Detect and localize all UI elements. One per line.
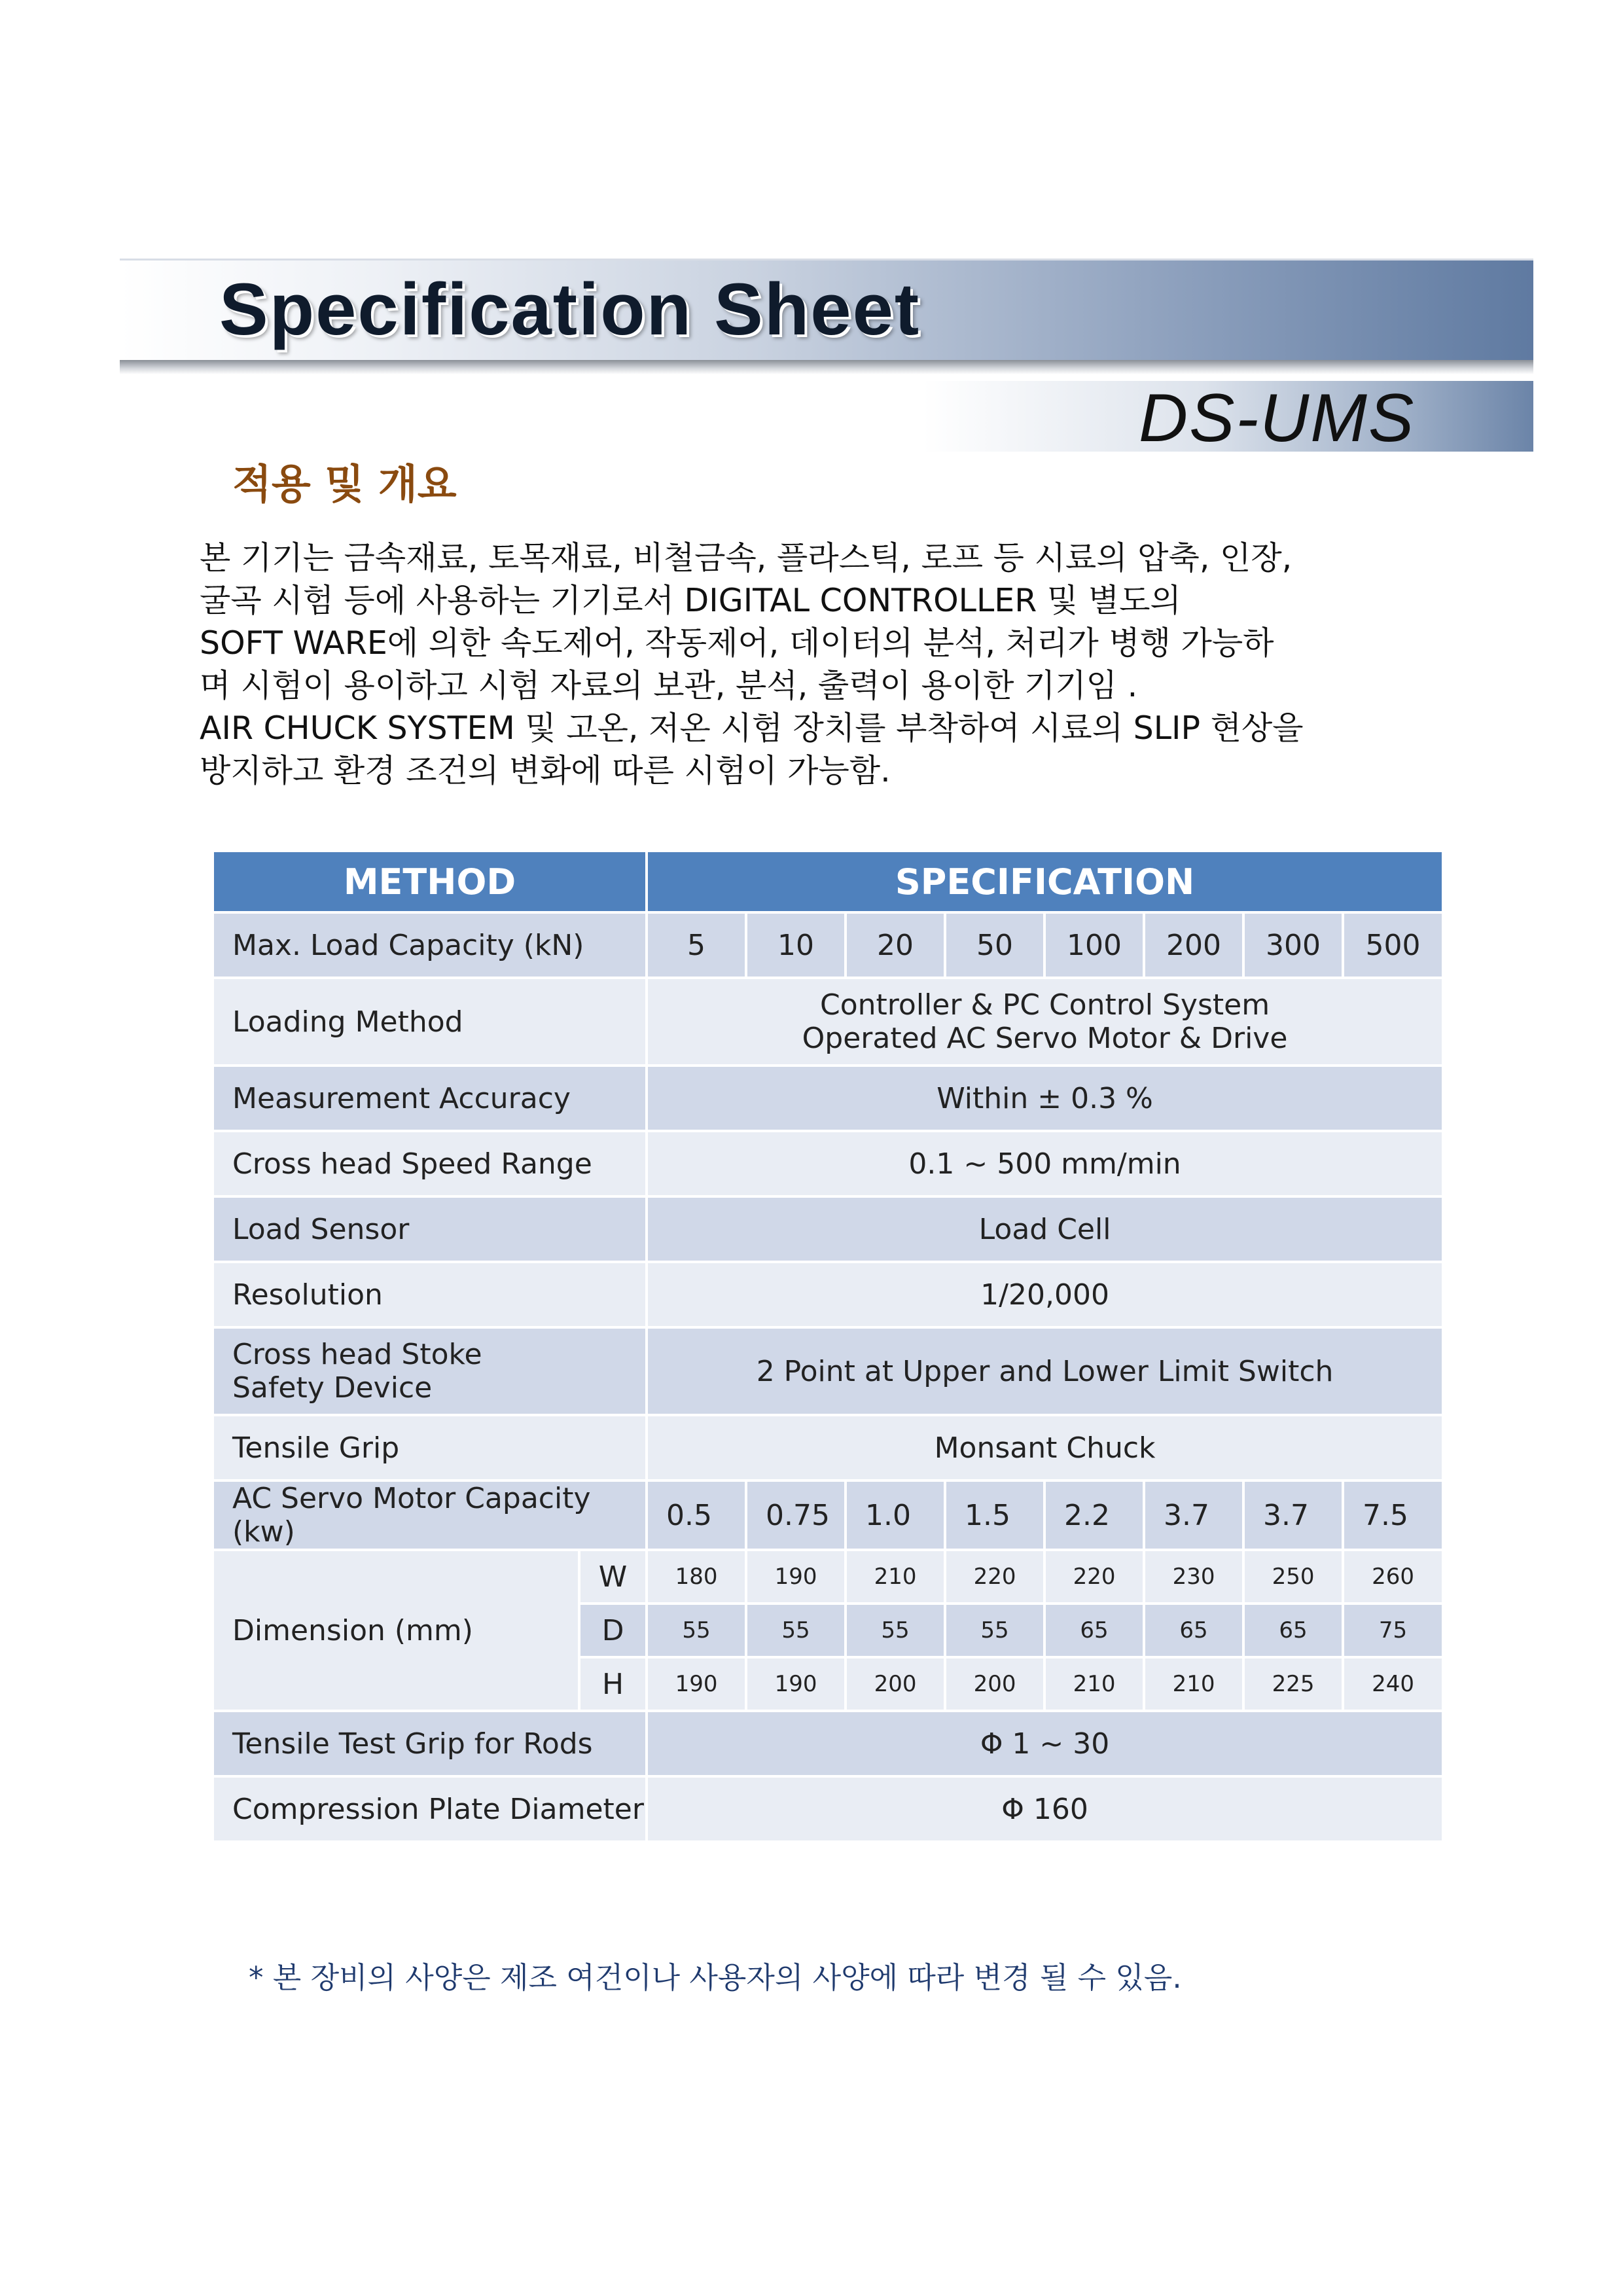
section-title: 적용 및 개요 [232, 460, 457, 508]
table-cell: 55 [945, 1604, 1044, 1657]
table-cell: 200 [1144, 912, 1243, 978]
table-cell: Φ 160 [647, 1776, 1443, 1842]
row-label: Dimension (mm) [213, 1550, 579, 1711]
table-cell: 190 [746, 1657, 846, 1711]
table-cell: 0.1 ~ 500 mm/min [647, 1131, 1443, 1196]
table-cell: 240 [1343, 1657, 1443, 1711]
loading-method-line: Controller & PC Control System [820, 988, 1270, 1022]
specification-header: SPECIFICATION [647, 851, 1443, 912]
table-row [213, 1776, 1443, 1842]
row-label: Cross head Stoke Safety Device [213, 1327, 647, 1415]
intro-line: AIR CHUCK SYSTEM 및 고온, 저온 시험 장치를 부착하여 시료의 SLIP 현상을 [200, 709, 1304, 747]
table-cell: 230 [1144, 1550, 1243, 1604]
table-cell: 210 [1044, 1657, 1144, 1711]
dimension-key: W [579, 1550, 647, 1604]
table-cell: 3.7 [1144, 1480, 1243, 1550]
table-cell: 5 [647, 912, 746, 978]
table-cell: 100 [1044, 912, 1144, 978]
table-cell: 200 [945, 1657, 1044, 1711]
table-cell: 180 [647, 1550, 746, 1604]
row-label: Max. Load Capacity (kN) [213, 912, 647, 978]
spec-table [211, 850, 1444, 1843]
table-cell: 55 [647, 1604, 746, 1657]
table-cell: 260 [1343, 1550, 1443, 1604]
table-row [213, 1415, 1443, 1480]
footnote: * 본 장비의 사양은 제조 여건이나 사용자의 사양에 따라 변경 될 수 있음. [249, 1960, 1182, 1995]
table-row [213, 1196, 1443, 1262]
table-cell: 50 [945, 912, 1044, 978]
table-cell: 55 [846, 1604, 945, 1657]
table-cell: 1/20,000 [647, 1262, 1443, 1327]
table-row [213, 1327, 1443, 1415]
table-cell: 3.7 [1243, 1480, 1343, 1550]
table-cell: Load Cell [647, 1196, 1443, 1262]
table-cell: 220 [945, 1550, 1044, 1604]
table-row [213, 1262, 1443, 1327]
table-cell: 0.75 [746, 1480, 846, 1550]
row-label: Cross head Speed Range [213, 1131, 647, 1196]
table-cell: 225 [1243, 1657, 1343, 1711]
table-cell: 1.5 [945, 1480, 1044, 1550]
table-row [213, 1131, 1443, 1196]
table-cell: Φ 1 ~ 30 [647, 1711, 1443, 1776]
intro-line: SOFT WARE에 의한 속도제어, 작동제어, 데이터의 분석, 처리가 병행 가능하 [200, 624, 1274, 662]
table-cell: 65 [1243, 1604, 1343, 1657]
table-row [213, 1480, 1443, 1550]
dimension-key: H [579, 1657, 647, 1711]
page-title: Specification Sheet [219, 268, 921, 350]
row-label: Load Sensor [213, 1196, 647, 1262]
table-cell: 190 [746, 1550, 846, 1604]
table-cell: 65 [1044, 1604, 1144, 1657]
table-cell: 190 [647, 1657, 746, 1711]
table-cell: 500 [1343, 912, 1443, 978]
table-cell: 7.5 [1343, 1480, 1443, 1550]
table-cell: Within ± 0.3 % [647, 1066, 1443, 1131]
table-cell: 10 [746, 912, 846, 978]
loading-method-line: Operated AC Servo Motor & Drive [802, 1022, 1288, 1055]
table-cell: 1.0 [846, 1480, 945, 1550]
table-cell: 55 [746, 1604, 846, 1657]
table-cell: 2.2 [1044, 1480, 1144, 1550]
table-cell: 210 [846, 1550, 945, 1604]
table-cell: 210 [1144, 1657, 1243, 1711]
table-cell: 220 [1044, 1550, 1144, 1604]
intro-paragraph [200, 537, 1443, 792]
row-label: Measurement Accuracy [213, 1066, 647, 1131]
row-label: Resolution [213, 1262, 647, 1327]
method-header: METHOD [213, 851, 647, 912]
header-banner-shadow [120, 360, 1533, 374]
dimension-key: D [579, 1604, 647, 1657]
row-label: Compression Plate Diameter [213, 1776, 647, 1842]
row-label: Tensile Test Grip for Rods [213, 1711, 647, 1776]
table-cell: 300 [1243, 912, 1343, 978]
table-row [213, 1550, 1443, 1604]
table-row [213, 1711, 1443, 1776]
intro-line: 본 기기는 금속재료, 토목재료, 비철금속, 플라스틱, 로프 등 시료의 압축, 인장, [200, 539, 1293, 577]
row-label: Loading Method [213, 978, 647, 1066]
intro-line: 굴곡 시험 등에 사용하는 기기로서 DIGITAL CONTROLLER 및 별도의 [200, 582, 1181, 619]
table-row [213, 1066, 1443, 1131]
table-row [213, 912, 1443, 978]
table-cell: 2 Point at Upper and Lower Limit Switch [647, 1327, 1443, 1415]
table-cell: 250 [1243, 1550, 1343, 1604]
table-cell: 20 [846, 912, 945, 978]
table-cell: 75 [1343, 1604, 1443, 1657]
table-cell: Monsant Chuck [647, 1415, 1443, 1480]
table-row [213, 978, 1443, 1066]
table-cell: 65 [1144, 1604, 1243, 1657]
table-cell: 0.5 [647, 1480, 746, 1550]
table-cell: 200 [846, 1657, 945, 1711]
row-label: Tensile Grip [213, 1415, 647, 1480]
model-name: DS-UMS [1139, 380, 1416, 456]
intro-line: 며 시험이 용이하고 시험 자료의 보관, 분석, 출력이 용이한 기기임 . [200, 667, 1138, 704]
row-label: AC Servo Motor Capacity (kw) [213, 1480, 647, 1550]
intro-line: 방지하고 환경 조건의 변화에 따른 시험이 가능함. [200, 752, 891, 789]
table-cell [647, 978, 1443, 1066]
